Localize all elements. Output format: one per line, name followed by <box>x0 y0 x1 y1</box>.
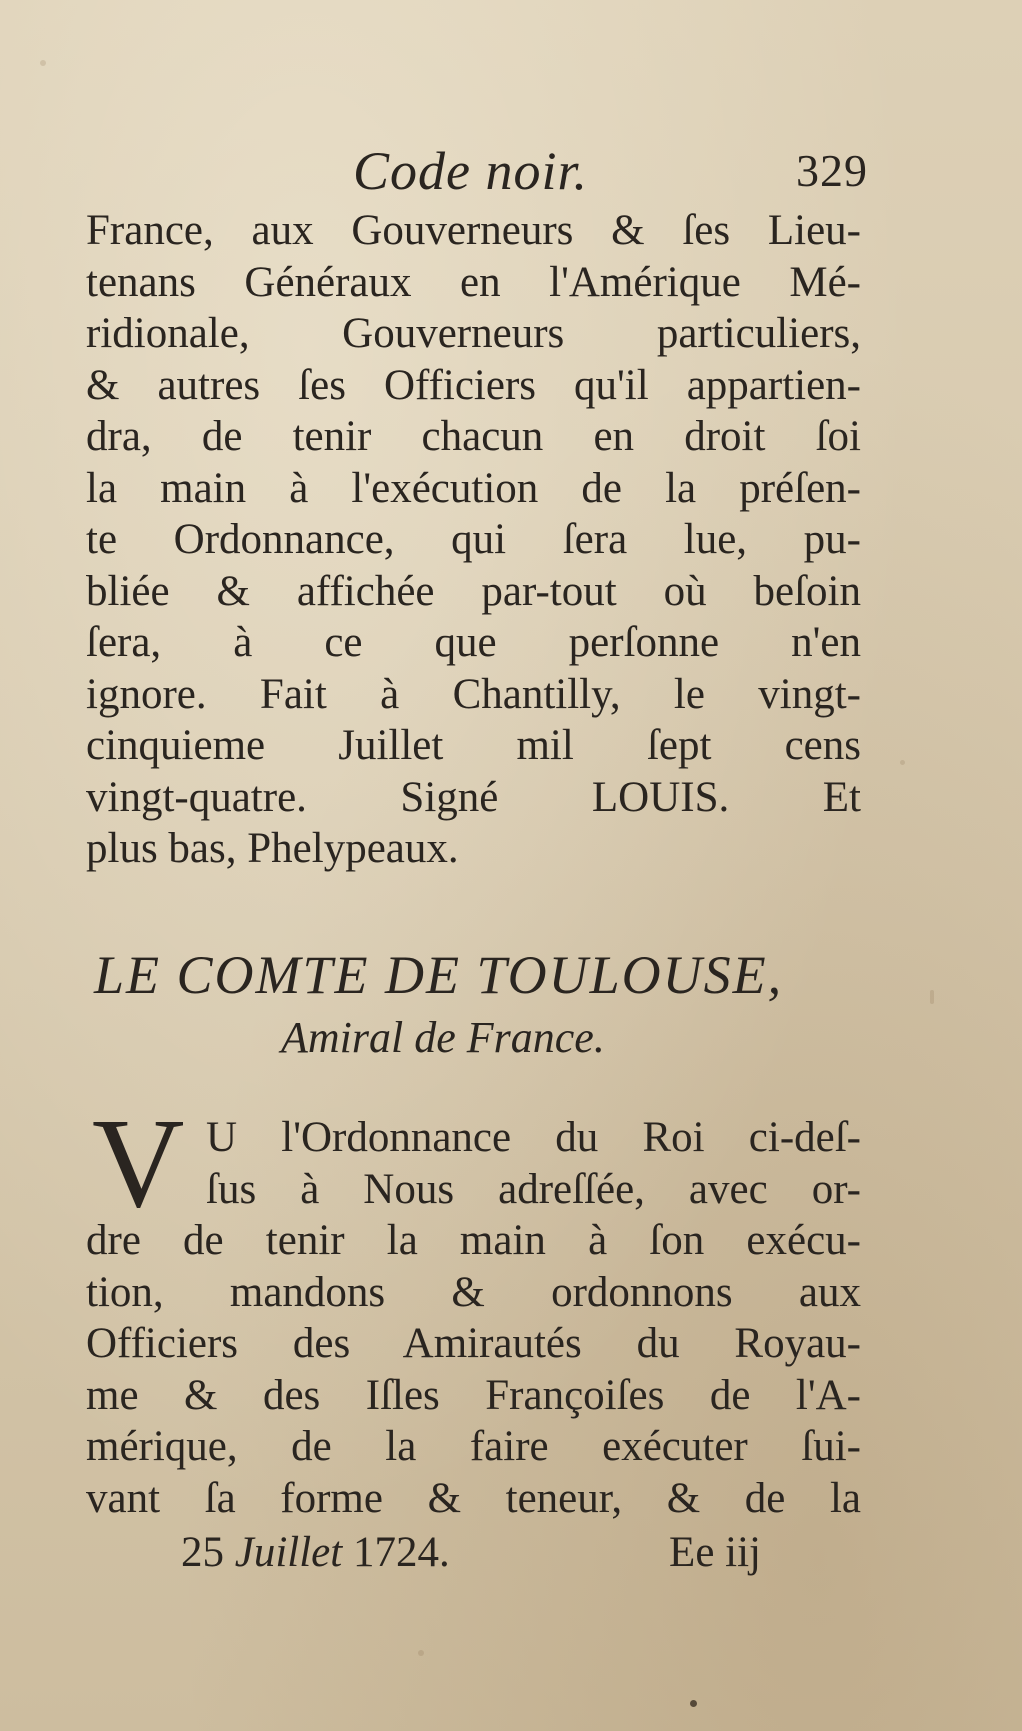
footer-date <box>181 1528 450 1577</box>
text-line: dra, de tenir chacun en droit ſoi <box>86 413 861 460</box>
ink-speck <box>900 760 905 765</box>
page-footer <box>86 1528 861 1588</box>
text-line: ridionale, Gouverneurs particuliers, <box>86 310 861 357</box>
text-line: dre de tenir la main à ſon exécu- <box>86 1217 861 1264</box>
text-line: cinquieme Juillet mil ſept cens <box>86 722 861 769</box>
ink-speck <box>690 1700 697 1707</box>
section-heading <box>86 944 876 1063</box>
heading-subtitle: Amiral de France. <box>281 1013 605 1062</box>
text-line: vant ſa forme & teneur, & de la <box>86 1474 861 1522</box>
ink-speck <box>40 60 46 66</box>
text-line: la main à l'exécution de la préſen- <box>86 464 861 512</box>
text-line: & autres ſes Officiers qu'il appartien- <box>86 361 861 409</box>
footer-date-day: 25 <box>181 1529 224 1576</box>
page-number: 329 <box>796 145 868 196</box>
text-line: Officiers des Amirautés du Royau- <box>86 1320 861 1367</box>
text-line: tenans Généraux en l'Amérique Mé- <box>86 258 861 306</box>
text-line: bliée & affichée par-tout où beſoin <box>86 567 861 615</box>
ordinance-passage <box>86 205 861 875</box>
text-line: ſus à Nous adreſſée, avec or- <box>206 1165 861 1213</box>
text-line: te Ordonnance, qui ſera lue, pu- <box>86 516 861 563</box>
text-line: me & des Iſles Françoiſes de l'A- <box>86 1371 861 1419</box>
running-title: Code noir. <box>353 141 589 201</box>
heading-title: LE COMTE DE TOULOUSE, <box>94 945 784 1005</box>
running-head <box>88 140 868 210</box>
text-line: tion, mandons & ordonnons aux <box>86 1268 861 1316</box>
footer-date-month: Juillet <box>234 1529 343 1576</box>
admiral-passage <box>86 1112 861 1524</box>
ink-speck <box>930 990 934 1004</box>
signature-mark: Ee iij <box>669 1529 761 1576</box>
footer-date-year: 1724. <box>352 1529 450 1576</box>
text-line: U l'Ordonnance du Roi ci-deſ- <box>206 1114 861 1161</box>
drop-cap: V <box>92 1092 185 1234</box>
text-line: vingt-quatre. Signé LOUIS. Et <box>86 773 861 821</box>
text-line: ſera, à ce que perſonne n'en <box>86 619 861 666</box>
text-line: France, aux Gouverneurs & ſes Lieu- <box>86 207 861 254</box>
ink-speck <box>418 1650 424 1656</box>
text-line: ignore. Fait à Chantilly, le vingt- <box>86 670 861 718</box>
text-line: mérique, de la faire exécuter ſui- <box>86 1423 861 1470</box>
text-line: plus bas, Phelypeaux. <box>86 825 459 872</box>
